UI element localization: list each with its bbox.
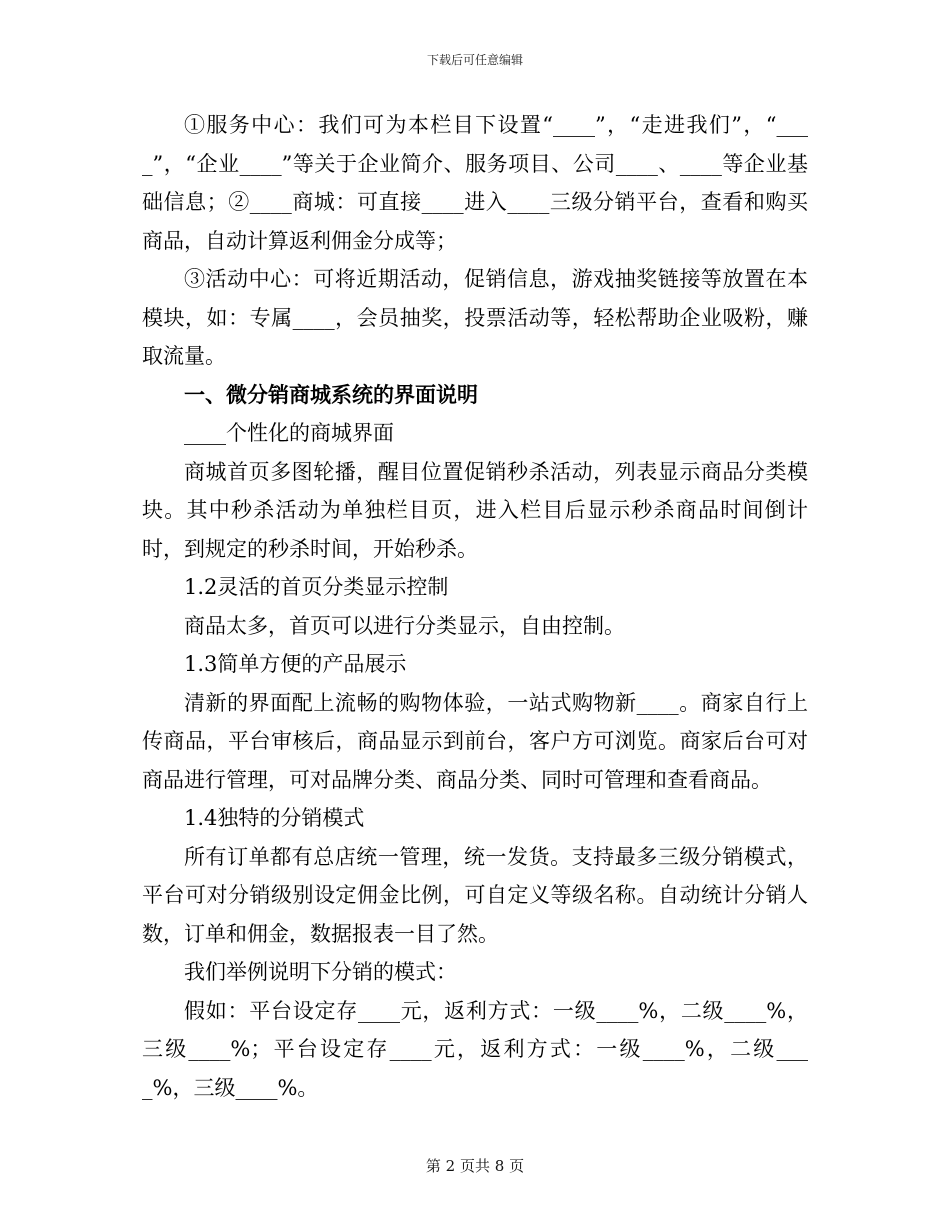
- paragraph-example-intro: 我们举例说明下分销的模式：: [184, 960, 457, 984]
- subheading-distribution-mode: 1.4独特的分销模式: [184, 806, 365, 830]
- paragraph-activity-center: ③活动中心：可将近期活动，促销信息，游戏抽奖链接等放置在本模块，如：专属____，会员抽奖，投票活动等，轻松帮助企业吸粉，赚取流量。: [142, 267, 808, 368]
- subheading-personalized-ui: ____个性化的商城界面: [184, 421, 394, 445]
- subheading-category-control: 1.2灵活的首页分类显示控制: [184, 575, 449, 599]
- paragraph-homepage-carousel: 商城首页多图轮播，醒目位置促销秒杀活动，列表显示商品分类模块。其中秒杀活动为单独栏目页，进入栏目后显示秒杀商品时间倒计时，到规定的秒杀时间，开始秒杀。: [142, 459, 808, 561]
- paragraph-service-center: ①服务中心：我们可为本栏目下设置“____”，“走进我们”，“____”，“企业____”等关于企业简介、服务项目、公司____、____等企业基础信息；②____商城：可直接____进入____三级分销平台，查看和购买商品，自动计算返利佣金分成等；: [142, 113, 808, 253]
- page-footer: 第 2 页共 8 页: [425, 1157, 525, 1175]
- page-header: 下载后可任意编辑: [426, 53, 523, 67]
- paragraph-orders-distribution: 所有订单都有总店统一管理，统一发货。支持最多三级分销模式，平台可对分销级别设定佣金比例，可自定义等级名称。自动统计分销人数，订单和佣金，数据报表一目了然。: [142, 844, 808, 946]
- document-body: [142, 106, 808, 1107]
- subheading-product-display: 1.3简单方便的产品展示: [184, 652, 407, 676]
- section-heading: 一、微分销商城系统的界面说明: [184, 381, 478, 407]
- paragraph-category-display: 商品太多，首页可以进行分类显示，自由控制。: [184, 613, 625, 638]
- paragraph-shopping-experience: 清新的界面配上流畅的购物体验，一站式购物新____。商家自行上传商品，平台审核后，商品显示到前台，客户方可浏览。商家后台可对商品进行管理，可对品牌分类、商品分类、同时可管理和查看商品。: [142, 690, 808, 792]
- paragraph-example-rebate: 假如：平台设定存____元，返利方式：一级____%，二级____%，三级____%；平台设定存____元，返利方式：一级____%，二级____%，三级____%。: [142, 998, 808, 1100]
